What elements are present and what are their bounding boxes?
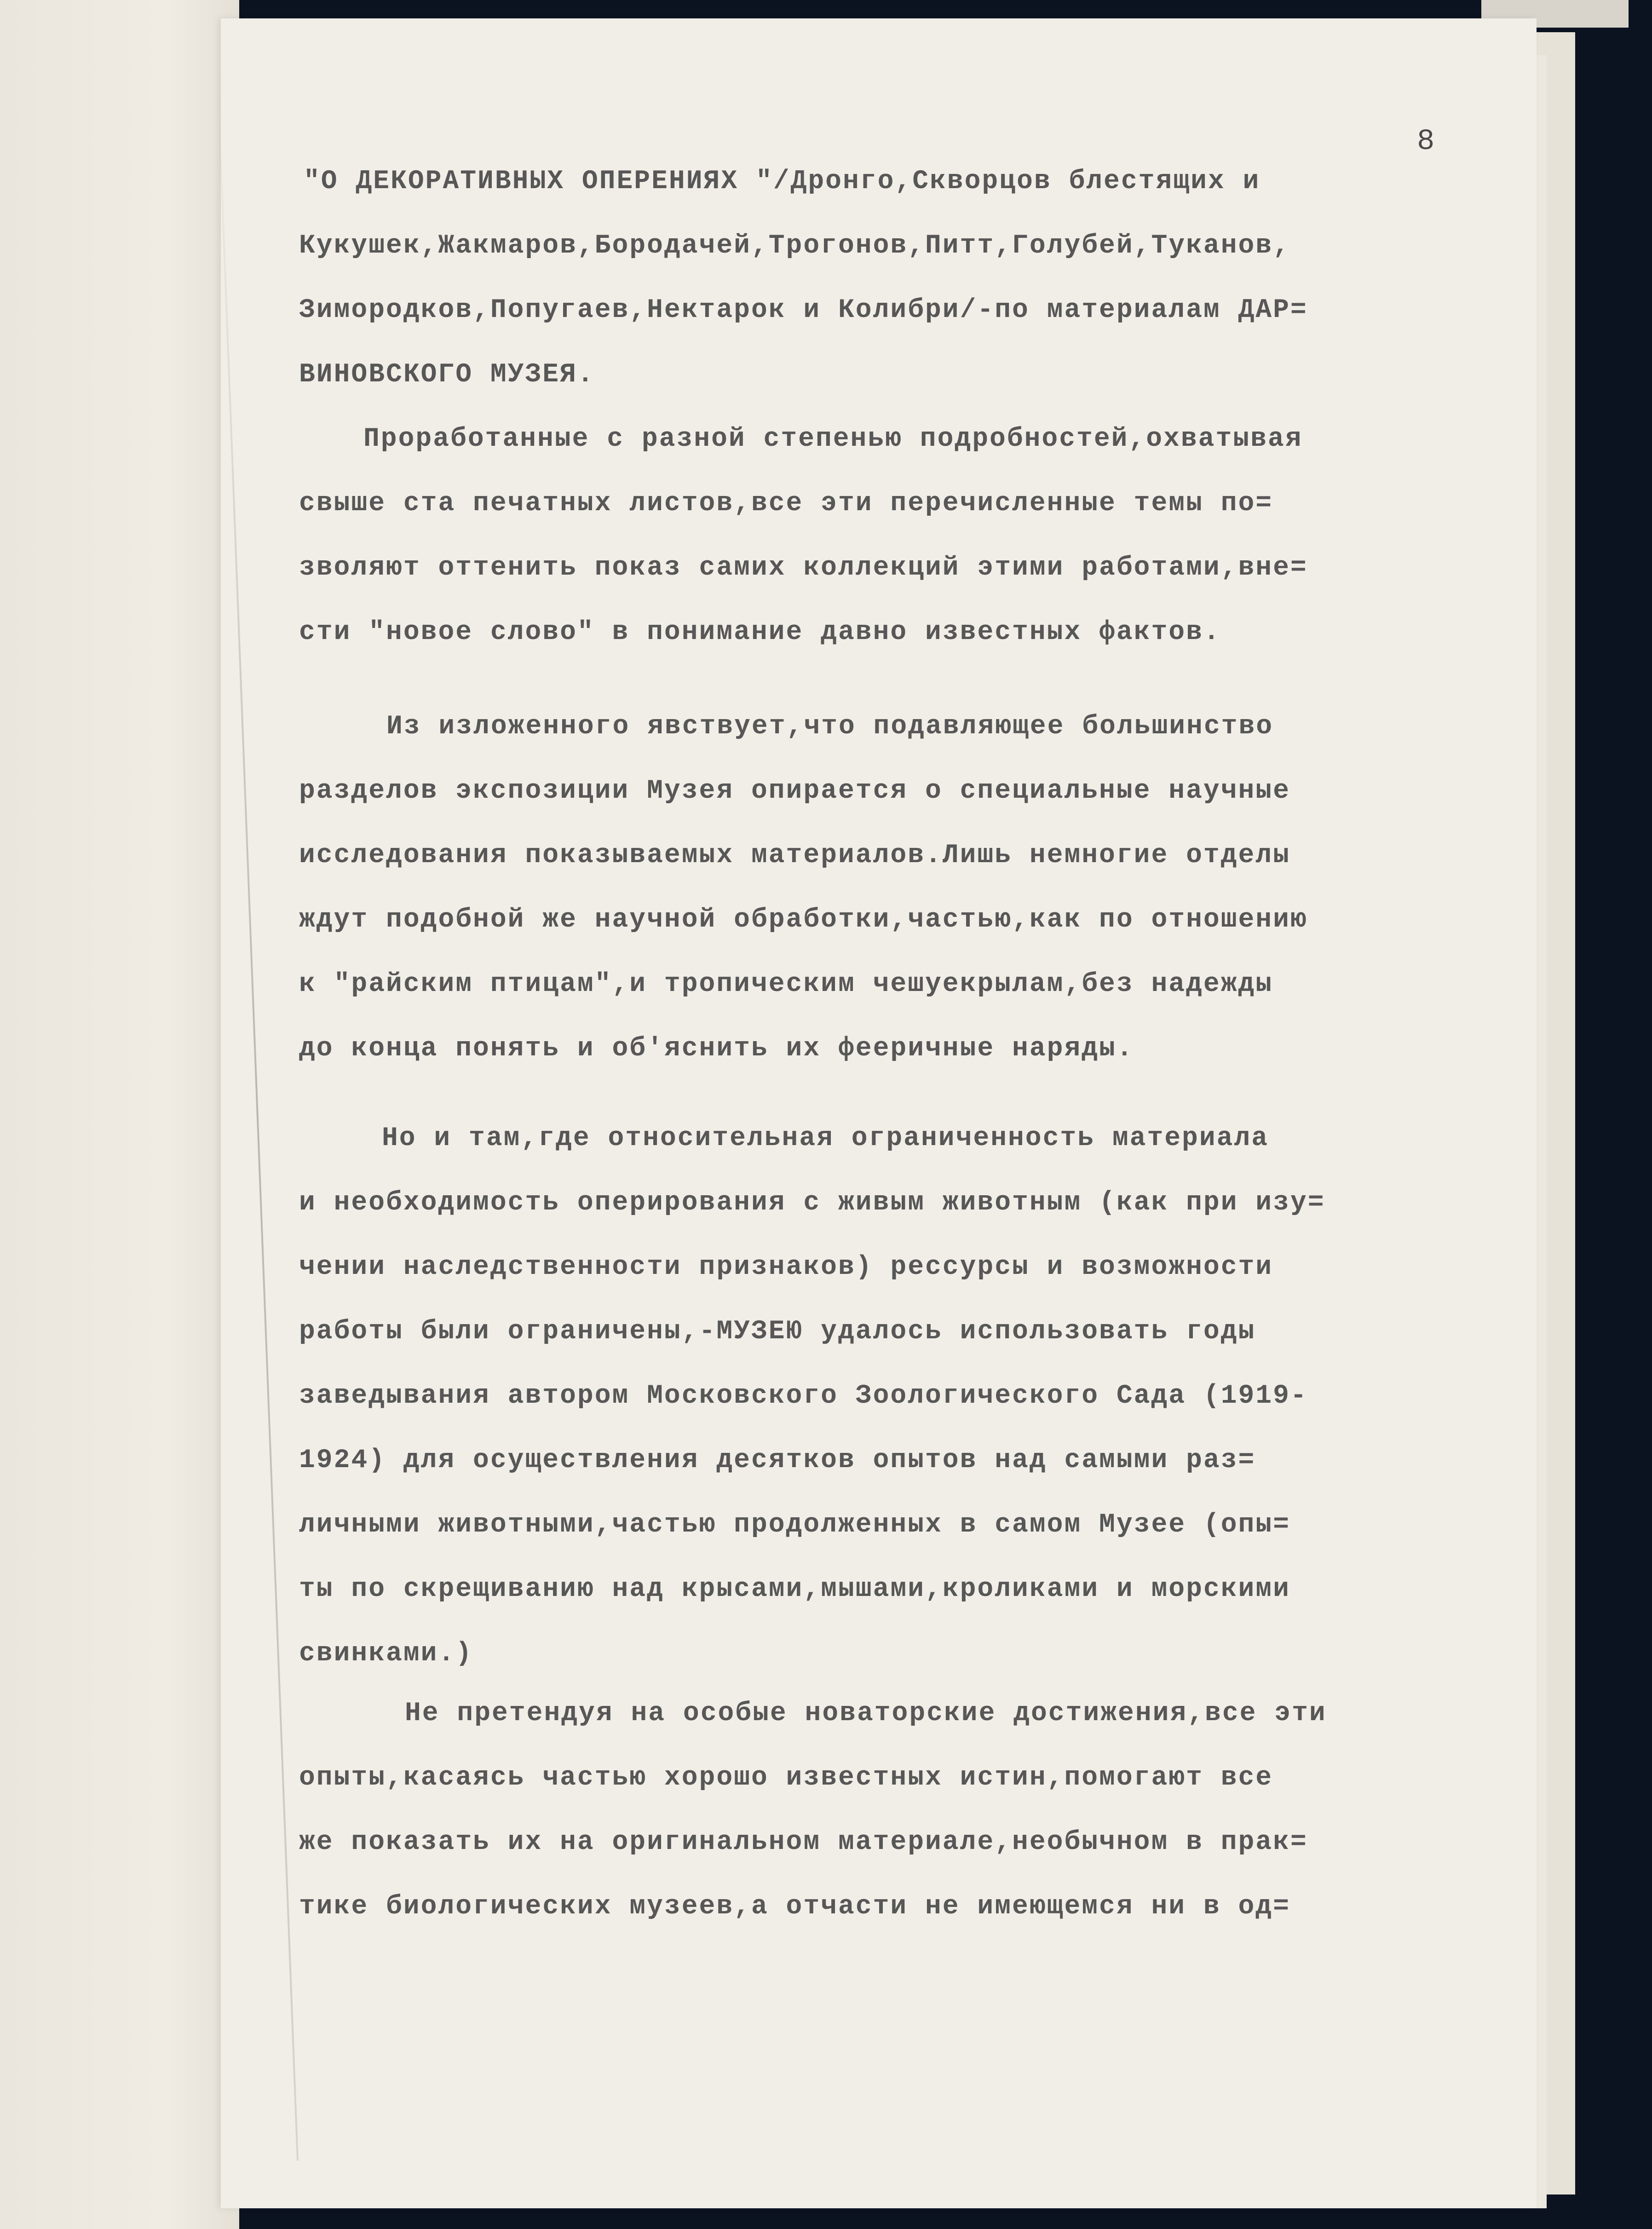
- text-line: Зимородков,Попугаев,Нектарок и Колибри/-по материалам ДАР=: [299, 295, 1308, 325]
- text-line: сти "новое слово" в понимание давно известных фактов.: [299, 617, 1221, 647]
- text-line: до конца понять и об'яснить их фееричные наряды.: [299, 1034, 1134, 1064]
- text-line: Проработанные с разной степенью подробностей,охватывая: [363, 424, 1303, 454]
- text-line: опыты,касаясь частью хорошо известных истин,помогают все: [299, 1763, 1273, 1793]
- text-line: Не претендуя на особые новаторские достижения,все эти: [405, 1699, 1327, 1728]
- text-line: Кукушек,Жакмаров,Бородачей,Трогонов,Питт,Голубей,Туканов,: [299, 231, 1290, 261]
- text-line: чении наследственности признаков) рессурсы и возможности: [299, 1252, 1273, 1282]
- document-page: [221, 18, 1537, 2208]
- text-line: к "райским птицам",и тропическим чешуекрылам,без надежды: [299, 969, 1273, 999]
- text-line: ждут подобной же научной обработки,частью,как по отношению: [299, 905, 1308, 935]
- text-line: свинками.): [299, 1639, 473, 1669]
- text-line: Но и там,где относительная ограниченность материала: [382, 1123, 1269, 1153]
- text-line: ты по скрещиванию над крысами,мышами,кроликами и морскими: [299, 1574, 1290, 1604]
- text-line: исследования показываемых материалов.Лишь немногие отделы: [299, 841, 1290, 870]
- text-line: же показать их на оригинальном материале,необычном в прак=: [299, 1827, 1308, 1857]
- text-line: разделов экспозиции Музея опирается о специальные научные: [299, 776, 1290, 806]
- binder-left-page: [0, 0, 239, 2229]
- text-line: Из изложенного явствует,что подавляющее большинство: [386, 712, 1274, 742]
- text-line: свыше ста печатных листов,все эти перечисленные темы по=: [299, 489, 1273, 518]
- text-line: и необходимость оперирования с живым животным (как при изу=: [299, 1188, 1325, 1218]
- text-line: тике биологических музеев,а отчасти не имеющемся ни в од=: [299, 1892, 1290, 1922]
- text-line: 1924) для осуществления десятков опытов над самыми раз=: [299, 1446, 1256, 1475]
- text-line: "О ДЕКОРАТИВНЫХ ОПЕРЕНИЯХ "/Дронго,Скворцов блестящих и: [304, 167, 1261, 196]
- page-number: 8: [1417, 125, 1435, 158]
- text-line: зволяют оттенить показ самих коллекций этими работами,вне=: [299, 553, 1308, 583]
- text-line: личными животными,частью продолженных в самом Музее (опы=: [299, 1510, 1290, 1540]
- text-line: заведывания автором Московского Зоологического Сада (1919-: [299, 1381, 1308, 1411]
- text-line: работы были ограничены,-МУЗЕЮ удалось использовать годы: [299, 1317, 1256, 1347]
- text-line: ВИНОВСКОГО МУЗЕЯ.: [299, 360, 595, 390]
